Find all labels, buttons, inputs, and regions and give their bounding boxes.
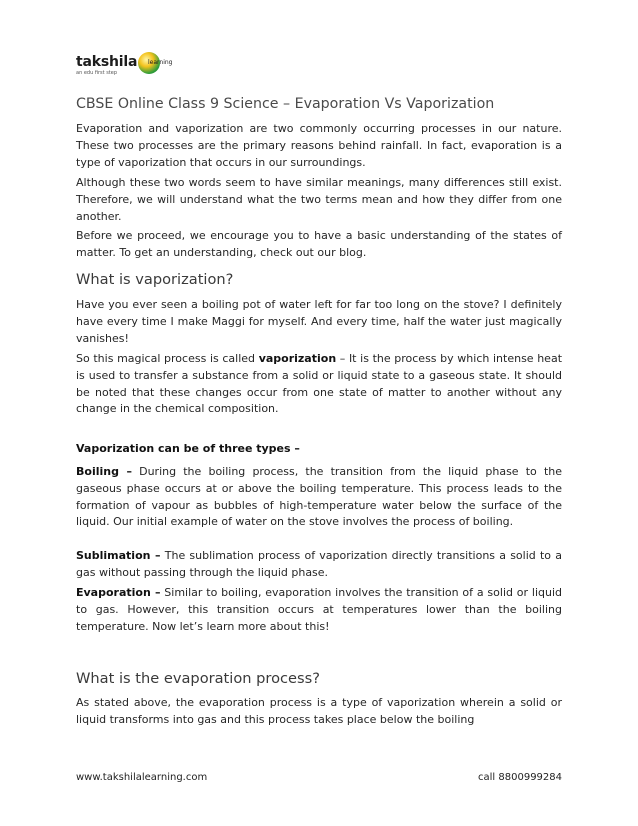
vaporization-term: vaporization xyxy=(258,352,337,365)
evaporation-paragraph xyxy=(76,585,562,635)
logo-subtitle: an edu first step xyxy=(76,70,118,76)
boiling-label: Boiling – xyxy=(76,465,132,478)
section-heading-vaporization: What is vaporization? xyxy=(76,271,234,288)
evaporation-label: Evaporation – xyxy=(76,586,161,599)
logo-tag: learning xyxy=(148,59,173,66)
intro-paragraph-1: Evaporation and vaporization are two commonly occurring processes in our nature. These two processes are the primary reasons behind rainfall. In fact, evaporation is a type of vaporization that occurs in our surroundings. xyxy=(76,122,562,169)
section-heading-evaporation: What is the evaporation process? xyxy=(76,670,320,687)
sublimation-paragraph xyxy=(76,548,562,582)
sublimation-label: Sublimation – xyxy=(76,549,161,562)
intro-paragraph-2: Although these two words seem to have similar meanings, many differences still exist. Therefore, we will understand what the two terms mean and how they differ from one another. xyxy=(76,176,562,223)
boiling-text: During the boiling process, the transition from the liquid phase to the gaseous phase occurs at or above the boiling temperature. This process leads to the formation of vapour as bubbles of high-temperature water below the surface of the liquid. Our initial example of water on the stove involves the process of boiling. xyxy=(76,465,562,529)
vaporization-p2-suffix: – It is the process by which intense heat is used to transfer a substance from a solid or liquid state to a gaseous state. It should be noted that these changes occur from one state of matter to another without any change in the chemical composition. xyxy=(76,352,563,416)
boiling-paragraph xyxy=(76,464,562,531)
evaporation-process-paragraph: As stated above, the evaporation process is a type of vaporization wherein a solid or liquid transforms into gas and this process takes place below the boiling xyxy=(76,696,562,726)
page-title: CBSE Online Class 9 Science – Evaporation Vs Vaporization xyxy=(76,96,495,112)
sublimation-text: The sublimation process of vaporization directly transitions a solid to a gas without passing through the liquid phase. xyxy=(76,549,562,579)
document-page xyxy=(76,0,562,826)
intro-paragraph-3: Before we proceed, we encourage you to have a basic understanding of the states of matter. To get an understanding, check out our blog. xyxy=(76,229,562,259)
footer-website: www.takshilalearning.com xyxy=(76,772,208,783)
evaporation-text: Similar to boiling, evaporation involves the transition of a solid or liquid to gas. However, this transition occurs at temperatures lower than the boiling temperature. Now let’s learn more about this! xyxy=(76,586,562,633)
types-heading: Vaporization can be of three types – xyxy=(76,442,300,455)
footer-phone: call 8800999284 xyxy=(478,772,562,783)
vaporization-paragraph-2 xyxy=(76,351,562,418)
vaporization-paragraph-1: Have you ever seen a boiling pot of water left for far too long on the stove? I definitely have every time I make Maggi for myself. And every time, half the water just magically vanishes! xyxy=(76,298,562,345)
logo-name: takshila xyxy=(76,54,138,70)
takshila-logo xyxy=(76,50,176,78)
vaporization-p2-prefix: So this magical process is called xyxy=(76,352,259,365)
